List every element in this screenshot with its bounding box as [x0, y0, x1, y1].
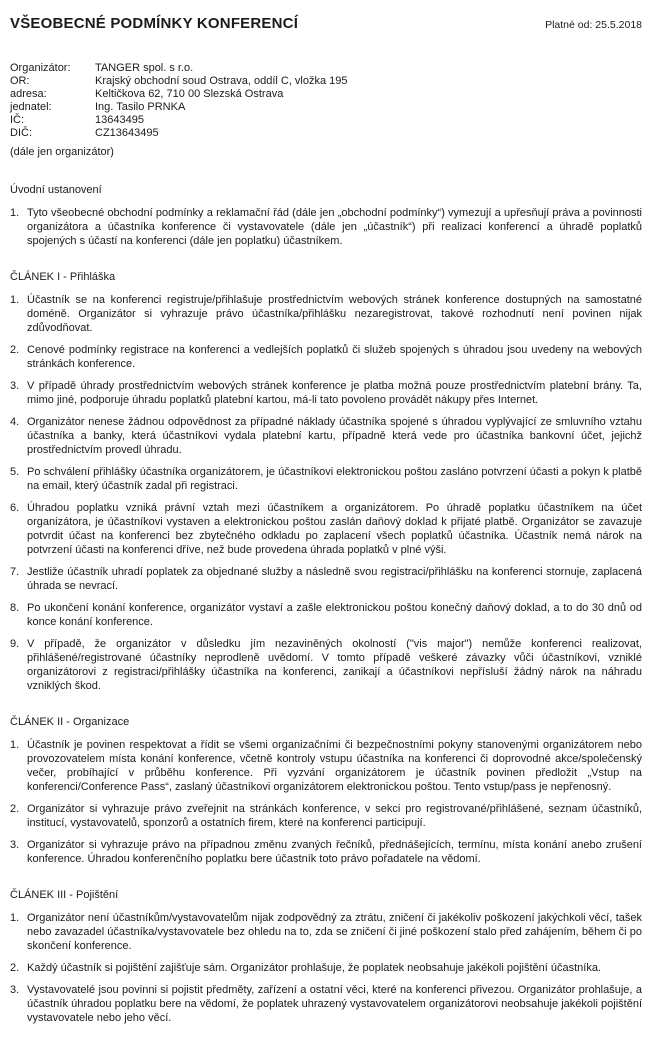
- organizer-row-label: adresa:: [10, 88, 47, 100]
- terms-item: Po ukončení konání konference, organizátor vystaví a zašle elektronickou poštou konečný daňový doklad, a to do 30 dnů od konce konání konference.: [27, 602, 642, 628]
- section-clanek-3-pojisteni: [10, 888, 642, 1025]
- organizer-row-label: IČ:: [10, 114, 25, 126]
- terms-item: V případě úhrady prostřednictvím webových stránek konference je platba možná pouze prostřednictvím platební brány. Ta, mimo jiné, podporuje úhradu poplatků platební kartou, má-li tato povoleno provádět nákupy přes Internet.: [27, 380, 642, 406]
- terms-item: Tyto všeobecné obchodní podmínky a reklamační řád (dále jen „obchodní podmínky“) vymezují a upřesňují práva a povinnosti organizátora a účastníka konference či vystavovatele (dále jen „účastník“) při realizaci konferencí a úhradě poplatků spojených s účastí na konferenci (dále jen poplatku) účastníkem.: [27, 207, 642, 247]
- organizer-row-label: OR:: [10, 75, 30, 87]
- organizer-row-value: 13643495: [95, 114, 144, 126]
- organizer-row: [10, 62, 642, 75]
- document-header: [10, 15, 642, 32]
- organizer-row-value: CZ13643495: [95, 127, 159, 139]
- section-heading-uvodni-ustanoveni: Úvodní ustanovení: [10, 184, 102, 196]
- organizer-note: (dále jen organizátor): [10, 146, 114, 158]
- terms-item: Organizátor nenese žádnou odpovědnost za případné náklady účastníka spojené s úhradou vyplývající ze smluvního vztahu účastníka a banky, která účastníkovi vydala platební kartu, případně která vede pro účastníka bankovní účet, jejichž prostřednictvím provedl úhradu.: [27, 416, 642, 456]
- terms-item: Organizátor není účastníkům/vystavovatelům nijak zodpovědný za ztrátu, zničení či jakékoliv poškození jakýchkoli věcí, tašek nebo zavazadel účastníka/vystavovatele bez ohledu na to, zda se zničení či jiné poškození stalo před zahájením, během či po skončení konference.: [27, 912, 642, 952]
- organizer-row-value: TANGER spol. s r.o.: [95, 62, 194, 74]
- organizer-row-value: Ing. Tasilo PRNKA: [95, 101, 186, 113]
- terms-item: Účastník se na konferenci registruje/přihlašuje prostřednictvím webových stránek konference dostupných na samostatné doméně. Organizátor si vyhrazuje právo účastníka/přihlášku nezaregistrovat, takové rozhodnutí není povinen nijak zdůvodňovat.: [27, 294, 642, 334]
- terms-item: Každý účastník si pojištění zajišťuje sám. Organizátor prohlašuje, že poplatek neobsahuje jakékoli pojištění účastníka.: [27, 962, 601, 974]
- valid-from-date: Platné od: 25.5.2018: [545, 19, 642, 31]
- terms-item: Po schválení přihlášky účastníka organizátorem, je účastníkovi elektronickou poštou zasláno potvrzení účasti a pokyn k platbě na email, který účastník zadal při registraci.: [27, 466, 642, 492]
- organizer-row: [10, 127, 642, 140]
- page-title: VŠEOBECNÉ PODMÍNKY KONFERENCÍ: [10, 15, 299, 32]
- terms-item: Jestliže účastník uhradí poplatek za objednané služby a následně svou registraci/přihlášku na konferenci stornuje, zaplacená úhrada se nevrací.: [27, 566, 642, 592]
- terms-item: Cenové podmínky registrace na konferenci a vedlejších poplatků či služeb spojených s úhradou jsou uvedeny na webových stránkách konference.: [27, 344, 642, 370]
- terms-item: Úhradou poplatku vzniká právní vztah mezi účastníkem a organizátorem. Po úhradě poplatku účastníkem na účet organizátora, je účastníkovi vystaven a elektronickou poštou zaslán daňový doklad k přijaté platbě. Organizátor se zavazuje potvrdit účast na konferenci bez zbytečného odkladu po zaplacení všech poplatků účastníka. Účastník nemá nárok na potvrzení účasti na konferenci dříve, než bude provedena úhrada poplatků v plné výši.: [27, 502, 642, 556]
- terms-list-clanek-2: [10, 738, 642, 866]
- terms-list-clanek-1: [10, 293, 642, 693]
- organizer-row: [10, 114, 642, 127]
- section-heading-clanek-2: ČLÁNEK II - Organizace: [10, 716, 130, 728]
- terms-list-clanek-3: [10, 911, 642, 1025]
- section-clanek-1-prihlaska: [10, 270, 642, 693]
- section-heading-clanek-1: ČLÁNEK I - Přihláška: [10, 271, 116, 283]
- section-uvodni-ustanoveni: [10, 183, 642, 248]
- terms-item: Organizátor si vyhrazuje právo na případnou změnu zvaných řečníků, přednášejících, termínu, místa konání anebo zrušení konference. Úhradou konferenčního poplatku bere účastník toto právo pořadatele na vědomí.: [27, 839, 642, 865]
- organizer-row-label: DIČ:: [10, 127, 32, 139]
- organizer-row: [10, 88, 642, 101]
- organizer-row-label: jednatel:: [10, 101, 52, 113]
- organizer-row-value: Krajský obchodní soud Ostrava, oddíl C, vložka 195: [95, 75, 348, 87]
- organizer-row-label: Organizátor:: [10, 62, 71, 74]
- terms-list-uvodni-ustanoveni: [10, 206, 642, 248]
- organizer-info-block: [10, 62, 642, 140]
- organizer-row-value: Keltičkova 62, 710 00 Slezská Ostrava: [95, 88, 284, 100]
- terms-item: V případě, že organizátor v důsledku jím nezaviněných okolností ("vis major") nemůže konferenci realizovat, přihlášené/registrované účastníky neprodleně uvědomí. V tomto případě veškeré závazky vůči účastníkovi, vzniklé organizátorovi z registraci/přihlášky účastníka na konferenci, zanikají a účastníkovi nepřísluší žádný nárok na náhradu vzniklých škod.: [27, 638, 642, 692]
- section-heading-clanek-3: ČLÁNEK III - Pojištění: [10, 889, 119, 901]
- organizer-row: [10, 75, 642, 88]
- terms-item: Organizátor si vyhrazuje právo zveřejnit na stránkách konference, v sekci pro registrované/přihlášené, seznam účastníků, institucí, vystavovatelů, sponzorů a ostatních firem, které na konferenci participují.: [27, 803, 642, 829]
- section-clanek-2-organizace: [10, 715, 642, 866]
- organizer-row: [10, 101, 642, 114]
- terms-item: Vystavovatelé jsou povinni si pojistit předměty, zařízení a ostatní věci, které na konferenci přivezou. Organizátor prohlašuje, a účastník úhradou poplatku bere na vědomí, že poplatek uhrazený vystavovatelem organizátorovi neobsahuje jakékoli pojištění vystavovatele nebo jeho věcí.: [27, 984, 642, 1024]
- terms-item: Účastník je povinen respektovat a řídit se všemi organizačními či bezpečnostními pokyny stanovenými organizátorem nebo provozovatelem místa konání konference, včetně kontroly vstupu účastníka na konferenci či doprovodné akce/společenský večer, probíhající v průběhu konference. Při vyzvání organizátorem je účastník povinen předložit „Vstup na konferenci/Conference Pass“, zaslaný účastníkovi organizátorem elektronickou poštou. Tento vstup/pass je nepřenosný.: [27, 739, 642, 793]
